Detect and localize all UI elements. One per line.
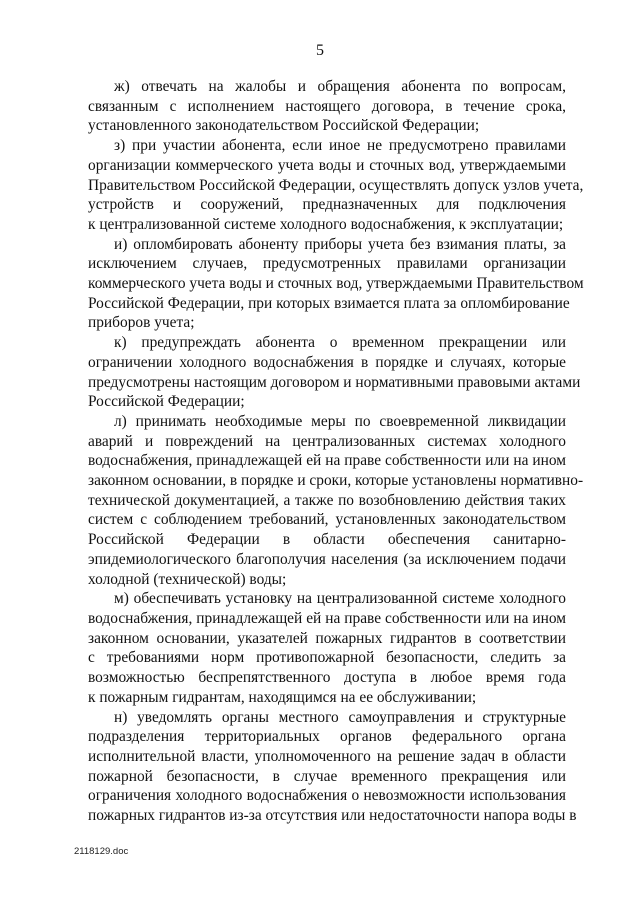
- text-line: м) обеспечивать установку на централизованной системе холодного: [114, 590, 566, 608]
- text-line: ограничении холодного водоснабжения в порядке и случаях, которые: [88, 353, 566, 371]
- text-line: технической документацией, а также по возобновлению действия таких: [88, 491, 566, 509]
- paragraph-k: [88, 333, 581, 412]
- document-body: [88, 77, 584, 826]
- page-number: 5: [316, 42, 324, 59]
- text-line: Российской Федерации;: [88, 393, 245, 411]
- text-line: эпидемиологического благополучия населения (за исключением подачи: [88, 550, 566, 568]
- text-line: аварий и повреждений на централизованных системах холодного: [88, 432, 566, 450]
- text-line: организации коммерческого учета воды и сточных вод, утверждаемыми: [88, 156, 566, 174]
- text-line: установленного законодательством Российской Федерации;: [88, 117, 480, 135]
- text-line: законном основании, в порядке и сроки, которые установлены нормативно-: [88, 472, 584, 490]
- text-line: Российской Федерации, при которых взимается плата за опломбирование: [88, 294, 570, 312]
- text-line: пожарных гидрантов из-за отсутствия или недостаточности напора воды в: [88, 807, 577, 825]
- text-line: законном основании, указателей пожарных гидрантов в соответствии: [88, 629, 566, 647]
- text-line: к пожарным гидрантам, находящимся на ее обслуживании;: [88, 688, 477, 706]
- text-line: систем с соблюдением требований, установленных законодательством: [88, 511, 566, 529]
- text-line: водоснабжения, принадлежащей ей на праве собственности или на ином: [88, 609, 566, 627]
- text-line: ж) отвечать на жалобы и обращения абонента по вопросам,: [114, 78, 566, 95]
- text-line: Правительством Российской Федерации, осуществлять допуск узлов учета,: [88, 176, 584, 194]
- text-line: и) опломбировать абоненту приборы учета без взимания платы, за: [114, 235, 566, 253]
- text-line: з) при участии абонента, если иное не предусмотрено правилами: [114, 137, 566, 155]
- text-line: возможностью беспрепятственного доступа в любое время года: [88, 669, 566, 687]
- text-line: ограничения холодного водоснабжения о невозможности использования: [88, 787, 566, 805]
- text-line: связанным с исполнением настоящего договора, в течение срока,: [88, 97, 566, 115]
- text-line: исполнительной власти, уполномоченного на решение задач в области: [88, 747, 566, 765]
- text-line: водоснабжения, принадлежащей ей на праве собственности или на ином: [88, 452, 566, 470]
- text-line: устройств и сооружений, предназначенных для подключения: [88, 196, 566, 214]
- text-line: Российской Федерации в области обеспечения санитарно-: [88, 531, 566, 549]
- paragraph-z: [88, 136, 584, 235]
- paragraph-i: [88, 235, 584, 334]
- paragraph-m: [88, 589, 566, 707]
- text-line: приборов учета;: [88, 314, 195, 332]
- text-line: исключением случаев, предусмотренных правилами организации: [88, 255, 566, 273]
- footer-filename: 2118129.doc: [74, 846, 129, 857]
- text-line: н) уведомлять органы местного самоуправления и структурные: [114, 708, 566, 726]
- text-line: к централизованной системе холодного водоснабжения, к эксплуатации;: [88, 215, 564, 233]
- paragraph-zh: [88, 77, 566, 136]
- text-line: с требованиями норм противопожарной безопасности, следить за: [88, 649, 566, 667]
- paragraph-l: [88, 412, 584, 589]
- text-line: к) предупреждать абонента о временном прекращении или: [114, 334, 566, 352]
- text-line: пожарной безопасности, в случае временного прекращения или: [88, 767, 566, 785]
- text-line: холодной (технической) воды;: [88, 570, 287, 588]
- text-line: л) принимать необходимые меры по своевременной ликвидации: [114, 412, 566, 430]
- text-line: предусмотрены настоящим договором и нормативными правовыми актами: [88, 373, 581, 391]
- text-line: коммерческого учета воды и сточных вод, утверждаемыми Правительством: [88, 275, 584, 293]
- paragraph-n: [88, 708, 577, 826]
- text-line: подразделения территориальных органов федерального органа: [88, 728, 566, 746]
